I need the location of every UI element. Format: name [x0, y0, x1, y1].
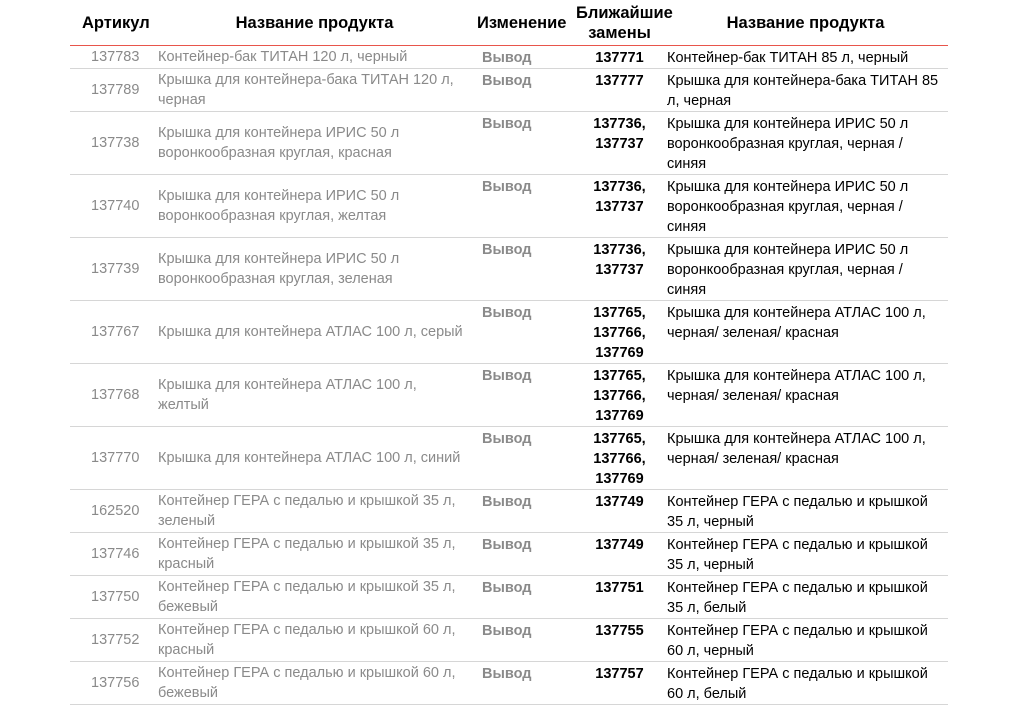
article-cell: 162520 [70, 490, 158, 533]
table-row [70, 238, 948, 301]
article-cell: 137750 [70, 576, 158, 619]
replacement-name-cell: Контейнер-бак ТИТАН 85 л, черный [663, 46, 948, 69]
replacement-name-cell: Крышка для контейнера АТЛАС 100 л, черная/ зеленая/ красная [663, 364, 948, 427]
table-row [70, 662, 948, 705]
table-row [70, 112, 948, 175]
product-name-cell: Контейнер ГЕРА с педалью и крышкой 35 л, бежевый [158, 576, 471, 619]
table-row [70, 490, 948, 533]
table-row [70, 619, 948, 662]
header-change: Изменение [471, 0, 576, 46]
header-replacements-line1: Ближайшие [576, 3, 673, 22]
table-header [70, 0, 948, 46]
replacement-article: 137736, [593, 116, 646, 132]
change-cell: Вывод [471, 112, 576, 175]
product-replacement-table [70, 0, 948, 705]
replacement-article: 137766, [593, 451, 646, 467]
product-name-cell: Крышка для контейнера ИРИС 50 л воронкообразная круглая, желтая [158, 175, 471, 238]
replacement-name-cell: Контейнер ГЕРА с педалью и крышкой 60 л, белый [663, 662, 948, 705]
table-row [70, 364, 948, 427]
replacements-cell [576, 301, 663, 364]
header-replacements [576, 0, 673, 46]
table-row [70, 301, 948, 364]
replacement-article: 137736, [593, 242, 646, 258]
replacement-article: 137736, [593, 179, 646, 195]
replacements-cell [576, 533, 663, 576]
replacement-article: 137749 [595, 494, 644, 510]
product-name-cell: Крышка для контейнера АТЛАС 100 л, желтый [158, 364, 471, 427]
article-cell: 137783 [70, 46, 158, 69]
table-row [70, 46, 948, 69]
change-cell: Вывод [471, 533, 576, 576]
replacement-article: 137737 [595, 199, 644, 215]
product-name-cell: Крышка для контейнера-бака ТИТАН 120 л, черная [158, 69, 471, 112]
replacement-name-cell: Контейнер ГЕРА с педалью и крышкой 35 л, белый [663, 576, 948, 619]
article-cell: 137738 [70, 112, 158, 175]
replacements-cell [576, 46, 663, 69]
product-replacement-table-container [70, 0, 948, 705]
replacement-article: 137765, [593, 368, 646, 384]
table-row [70, 533, 948, 576]
replacements-cell [576, 112, 663, 175]
replacement-article: 137765, [593, 431, 646, 447]
change-cell: Вывод [471, 46, 576, 69]
product-name-cell: Крышка для контейнера АТЛАС 100 л, серый [158, 301, 471, 364]
header-replacement-name: Название продукта [663, 0, 948, 46]
replacement-article: 137737 [595, 136, 644, 152]
product-name-cell: Контейнер ГЕРА с педалью и крышкой 60 л, бежевый [158, 662, 471, 705]
article-cell: 137768 [70, 364, 158, 427]
replacements-cell [576, 662, 663, 705]
replacement-article: 137757 [595, 666, 644, 682]
change-cell: Вывод [471, 301, 576, 364]
change-cell: Вывод [471, 427, 576, 490]
table-row [70, 175, 948, 238]
replacement-article: 137766, [593, 325, 646, 341]
replacement-article: 137771 [595, 50, 644, 66]
change-cell: Вывод [471, 238, 576, 301]
product-name-cell: Контейнер ГЕРА с педалью и крышкой 35 л, зеленый [158, 490, 471, 533]
article-cell: 137746 [70, 533, 158, 576]
header-product-name: Название продукта [158, 0, 471, 46]
replacements-cell [576, 364, 663, 427]
article-cell: 137740 [70, 175, 158, 238]
change-cell: Вывод [471, 364, 576, 427]
replacement-article: 137769 [595, 471, 644, 487]
replacement-article: 137769 [595, 408, 644, 424]
replacement-article: 137751 [595, 580, 644, 596]
change-cell: Вывод [471, 490, 576, 533]
change-cell: Вывод [471, 69, 576, 112]
article-cell: 137739 [70, 238, 158, 301]
replacements-cell [576, 576, 663, 619]
header-row [70, 0, 948, 46]
product-name-cell: Контейнер-бак ТИТАН 120 л, черный [158, 46, 471, 69]
replacement-article: 137769 [595, 345, 644, 361]
change-cell: Вывод [471, 576, 576, 619]
change-cell: Вывод [471, 619, 576, 662]
replacements-cell [576, 175, 663, 238]
article-cell: 137789 [70, 69, 158, 112]
replacements-cell [576, 238, 663, 301]
replacement-article: 137737 [595, 262, 644, 278]
replacement-name-cell: Крышка для контейнера АТЛАС 100 л, черная/ зеленая/ красная [663, 427, 948, 490]
replacements-cell [576, 490, 663, 533]
replacement-name-cell: Контейнер ГЕРА с педалью и крышкой 35 л, черный [663, 490, 948, 533]
table-body [70, 46, 948, 705]
change-cell: Вывод [471, 175, 576, 238]
table-row [70, 427, 948, 490]
replacement-article: 137766, [593, 388, 646, 404]
table-row [70, 576, 948, 619]
replacement-article: 137749 [595, 537, 644, 553]
article-cell: 137756 [70, 662, 158, 705]
replacement-article: 137777 [595, 73, 644, 89]
product-name-cell: Контейнер ГЕРА с педалью и крышкой 60 л, красный [158, 619, 471, 662]
replacements-cell [576, 69, 663, 112]
replacement-name-cell: Контейнер ГЕРА с педалью и крышкой 35 л, черный [663, 533, 948, 576]
replacements-cell [576, 619, 663, 662]
product-name-cell: Крышка для контейнера ИРИС 50 л воронкообразная круглая, зеленая [158, 238, 471, 301]
product-name-cell: Контейнер ГЕРА с педалью и крышкой 35 л, красный [158, 533, 471, 576]
replacement-name-cell: Контейнер ГЕРА с педалью и крышкой 60 л, черный [663, 619, 948, 662]
replacement-name-cell: Крышка для контейнера ИРИС 50 л воронкообразная круглая, черная / синяя [663, 238, 948, 301]
header-replacements-line2: замены [588, 23, 651, 42]
header-article: Артикул [70, 0, 158, 46]
replacement-name-cell: Крышка для контейнера АТЛАС 100 л, черная/ зеленая/ красная [663, 301, 948, 364]
article-cell: 137752 [70, 619, 158, 662]
replacement-name-cell: Крышка для контейнера ИРИС 50 л воронкообразная круглая, черная / синяя [663, 175, 948, 238]
change-cell: Вывод [471, 662, 576, 705]
replacement-name-cell: Крышка для контейнера ИРИС 50 л воронкообразная круглая, черная / синяя [663, 112, 948, 175]
table-row [70, 69, 948, 112]
replacement-name-cell: Крышка для контейнера-бака ТИТАН 85 л, черная [663, 69, 948, 112]
replacements-cell [576, 427, 663, 490]
article-cell: 137767 [70, 301, 158, 364]
article-cell: 137770 [70, 427, 158, 490]
replacement-article: 137765, [593, 305, 646, 321]
replacement-article: 137755 [595, 623, 644, 639]
product-name-cell: Крышка для контейнера АТЛАС 100 л, синий [158, 427, 471, 490]
product-name-cell: Крышка для контейнера ИРИС 50 л воронкообразная круглая, красная [158, 112, 471, 175]
